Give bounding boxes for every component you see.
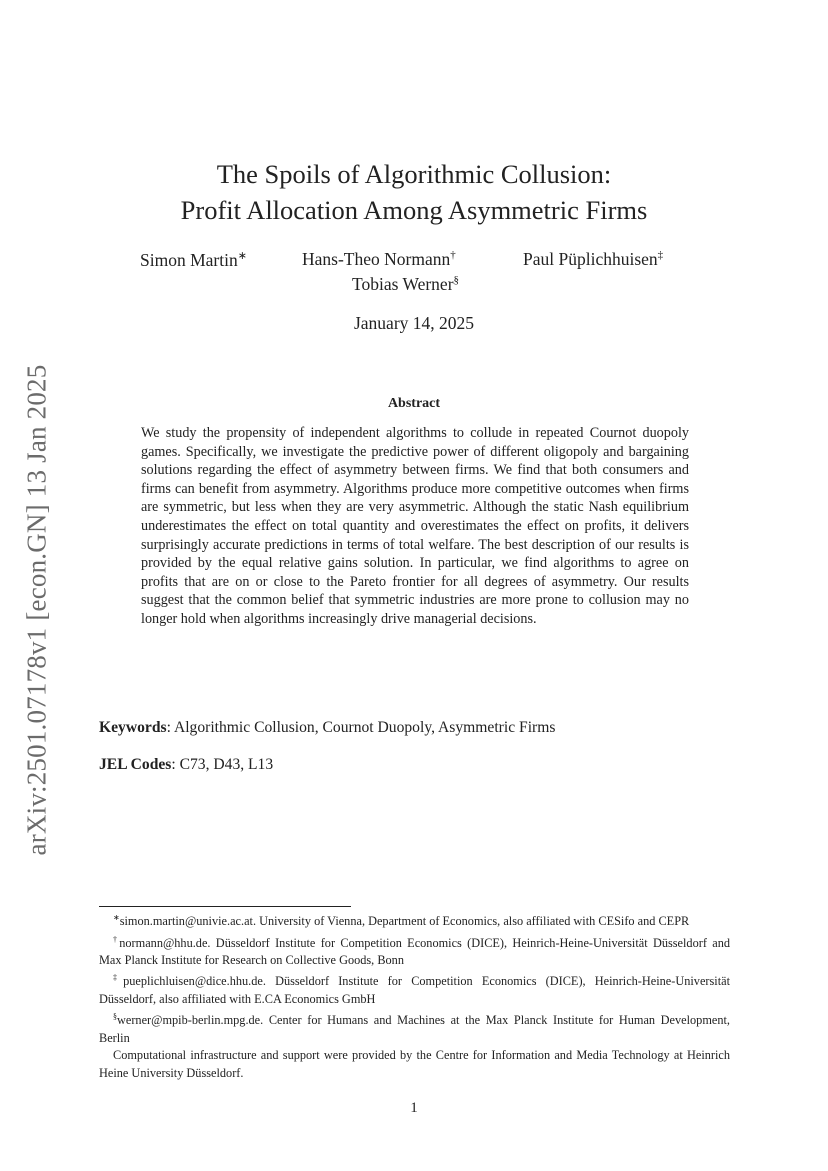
footnote-text: normann@hhu.de. Düsseldorf Institute for Competition Economics (DICE), Heinrich-Heine-Universität Düsseldorf and Max Planck Institute for Research on Collective Goods, Bonn bbox=[99, 935, 730, 967]
author-mark: † bbox=[450, 249, 456, 262]
keywords-label: Keywords bbox=[99, 719, 167, 736]
jel-codes-line bbox=[99, 756, 739, 774]
footnote-martin bbox=[99, 909, 730, 931]
footnote-normann bbox=[99, 931, 730, 970]
footnote-text: Computational infrastructure and support were provided by the Centre for Information and Media Technology at Heinrich Heine University Düsseldorf. bbox=[99, 1048, 730, 1080]
footnote-text: werner@mpib-berlin.mpg.de. Center for Humans and Machines at the Max Planck Institute for Human Development, Berlin bbox=[99, 1013, 730, 1045]
jel-codes-value: : C73, D43, L13 bbox=[171, 756, 274, 773]
footnotes bbox=[99, 909, 730, 1082]
footnote-mark: ∗ bbox=[113, 913, 120, 922]
footnote-puplichhuisen bbox=[99, 969, 730, 1008]
author-tobias-werner bbox=[352, 274, 459, 295]
author-name: Paul Püplichhuisen bbox=[523, 249, 658, 269]
author-mark: ∗ bbox=[237, 250, 247, 262]
abstract-heading: Abstract bbox=[387, 396, 441, 411]
paper-date: January 14, 2025 bbox=[353, 313, 475, 333]
keywords-line bbox=[99, 719, 739, 737]
author-name: Tobias Werner bbox=[352, 274, 454, 294]
paper-title bbox=[0, 156, 828, 228]
footnote-rule bbox=[99, 906, 351, 907]
footnote-mark: † bbox=[113, 934, 120, 944]
author-mark: ‡ bbox=[657, 249, 664, 262]
keywords-value: : Algorithmic Collusion, Cournot Duopoly, Asymmetric Firms bbox=[166, 719, 556, 736]
author-name: Simon Martin bbox=[140, 249, 238, 270]
author-mark: § bbox=[453, 274, 460, 287]
footnote-mark: ‡ bbox=[113, 973, 124, 983]
author-simon-martin bbox=[140, 249, 247, 271]
footnote-acknowledgment bbox=[99, 1047, 730, 1082]
author-paul-puplichhuisen bbox=[523, 249, 663, 270]
author-hans-theo-normann bbox=[302, 249, 456, 270]
abstract-text: We study the propensity of independent algorithms to collude in repeated Cournot duopoly games. Specifically, we investigate the predictive power of different oligopoly and bargaining solutions regarding the effect of asymmetry between firms. We find that both consumers and firms can benefit from asymmetry. Algorithms produce more competitive outcomes when firms are symmetric, but less when they are very asymmetric. Although the static Nash equilibrium underestimates the effect on total quantity and overestimates the effect on profits, it delivers surprisingly accurate predictions in terms of total welfare. The best description of our results is provided by the equal relative gains solution. In particular, we find algorithms to agree on profits that are on or close to the Pareto frontier for all degrees of asymmetry. Our results suggest that the common belief that symmetric industries are more prone to collusion may no longer hold when algorithms increasingly drive managerial decisions. bbox=[141, 425, 689, 627]
arxiv-identifier: arXiv:2501.07178v1 [econ.GN] 13 Jan 2025 bbox=[21, 364, 52, 856]
page-number: 1 bbox=[410, 1100, 418, 1116]
title-line-2: Profit Allocation Among Asymmetric Firms bbox=[180, 195, 648, 225]
footnote-mark: § bbox=[113, 1012, 117, 1022]
title-line-1: The Spoils of Algorithmic Collusion: bbox=[216, 159, 612, 189]
footnote-werner bbox=[99, 1008, 730, 1047]
footnote-text: pueplichluisen@dice.hhu.de. Düsseldorf Institute for Competition Economics (DICE), Heinrich-Heine-Universität Düsseldorf, also affiliated with E.CA Economics GmbH bbox=[99, 974, 730, 1006]
author-name: Hans-Theo Normann bbox=[302, 249, 451, 269]
jel-codes-label: JEL Codes bbox=[99, 756, 172, 773]
footnote-text: simon.martin@univie.ac.at. University of Vienna, Department of Economics, also affiliated with CESifo and CEPR bbox=[119, 914, 690, 929]
